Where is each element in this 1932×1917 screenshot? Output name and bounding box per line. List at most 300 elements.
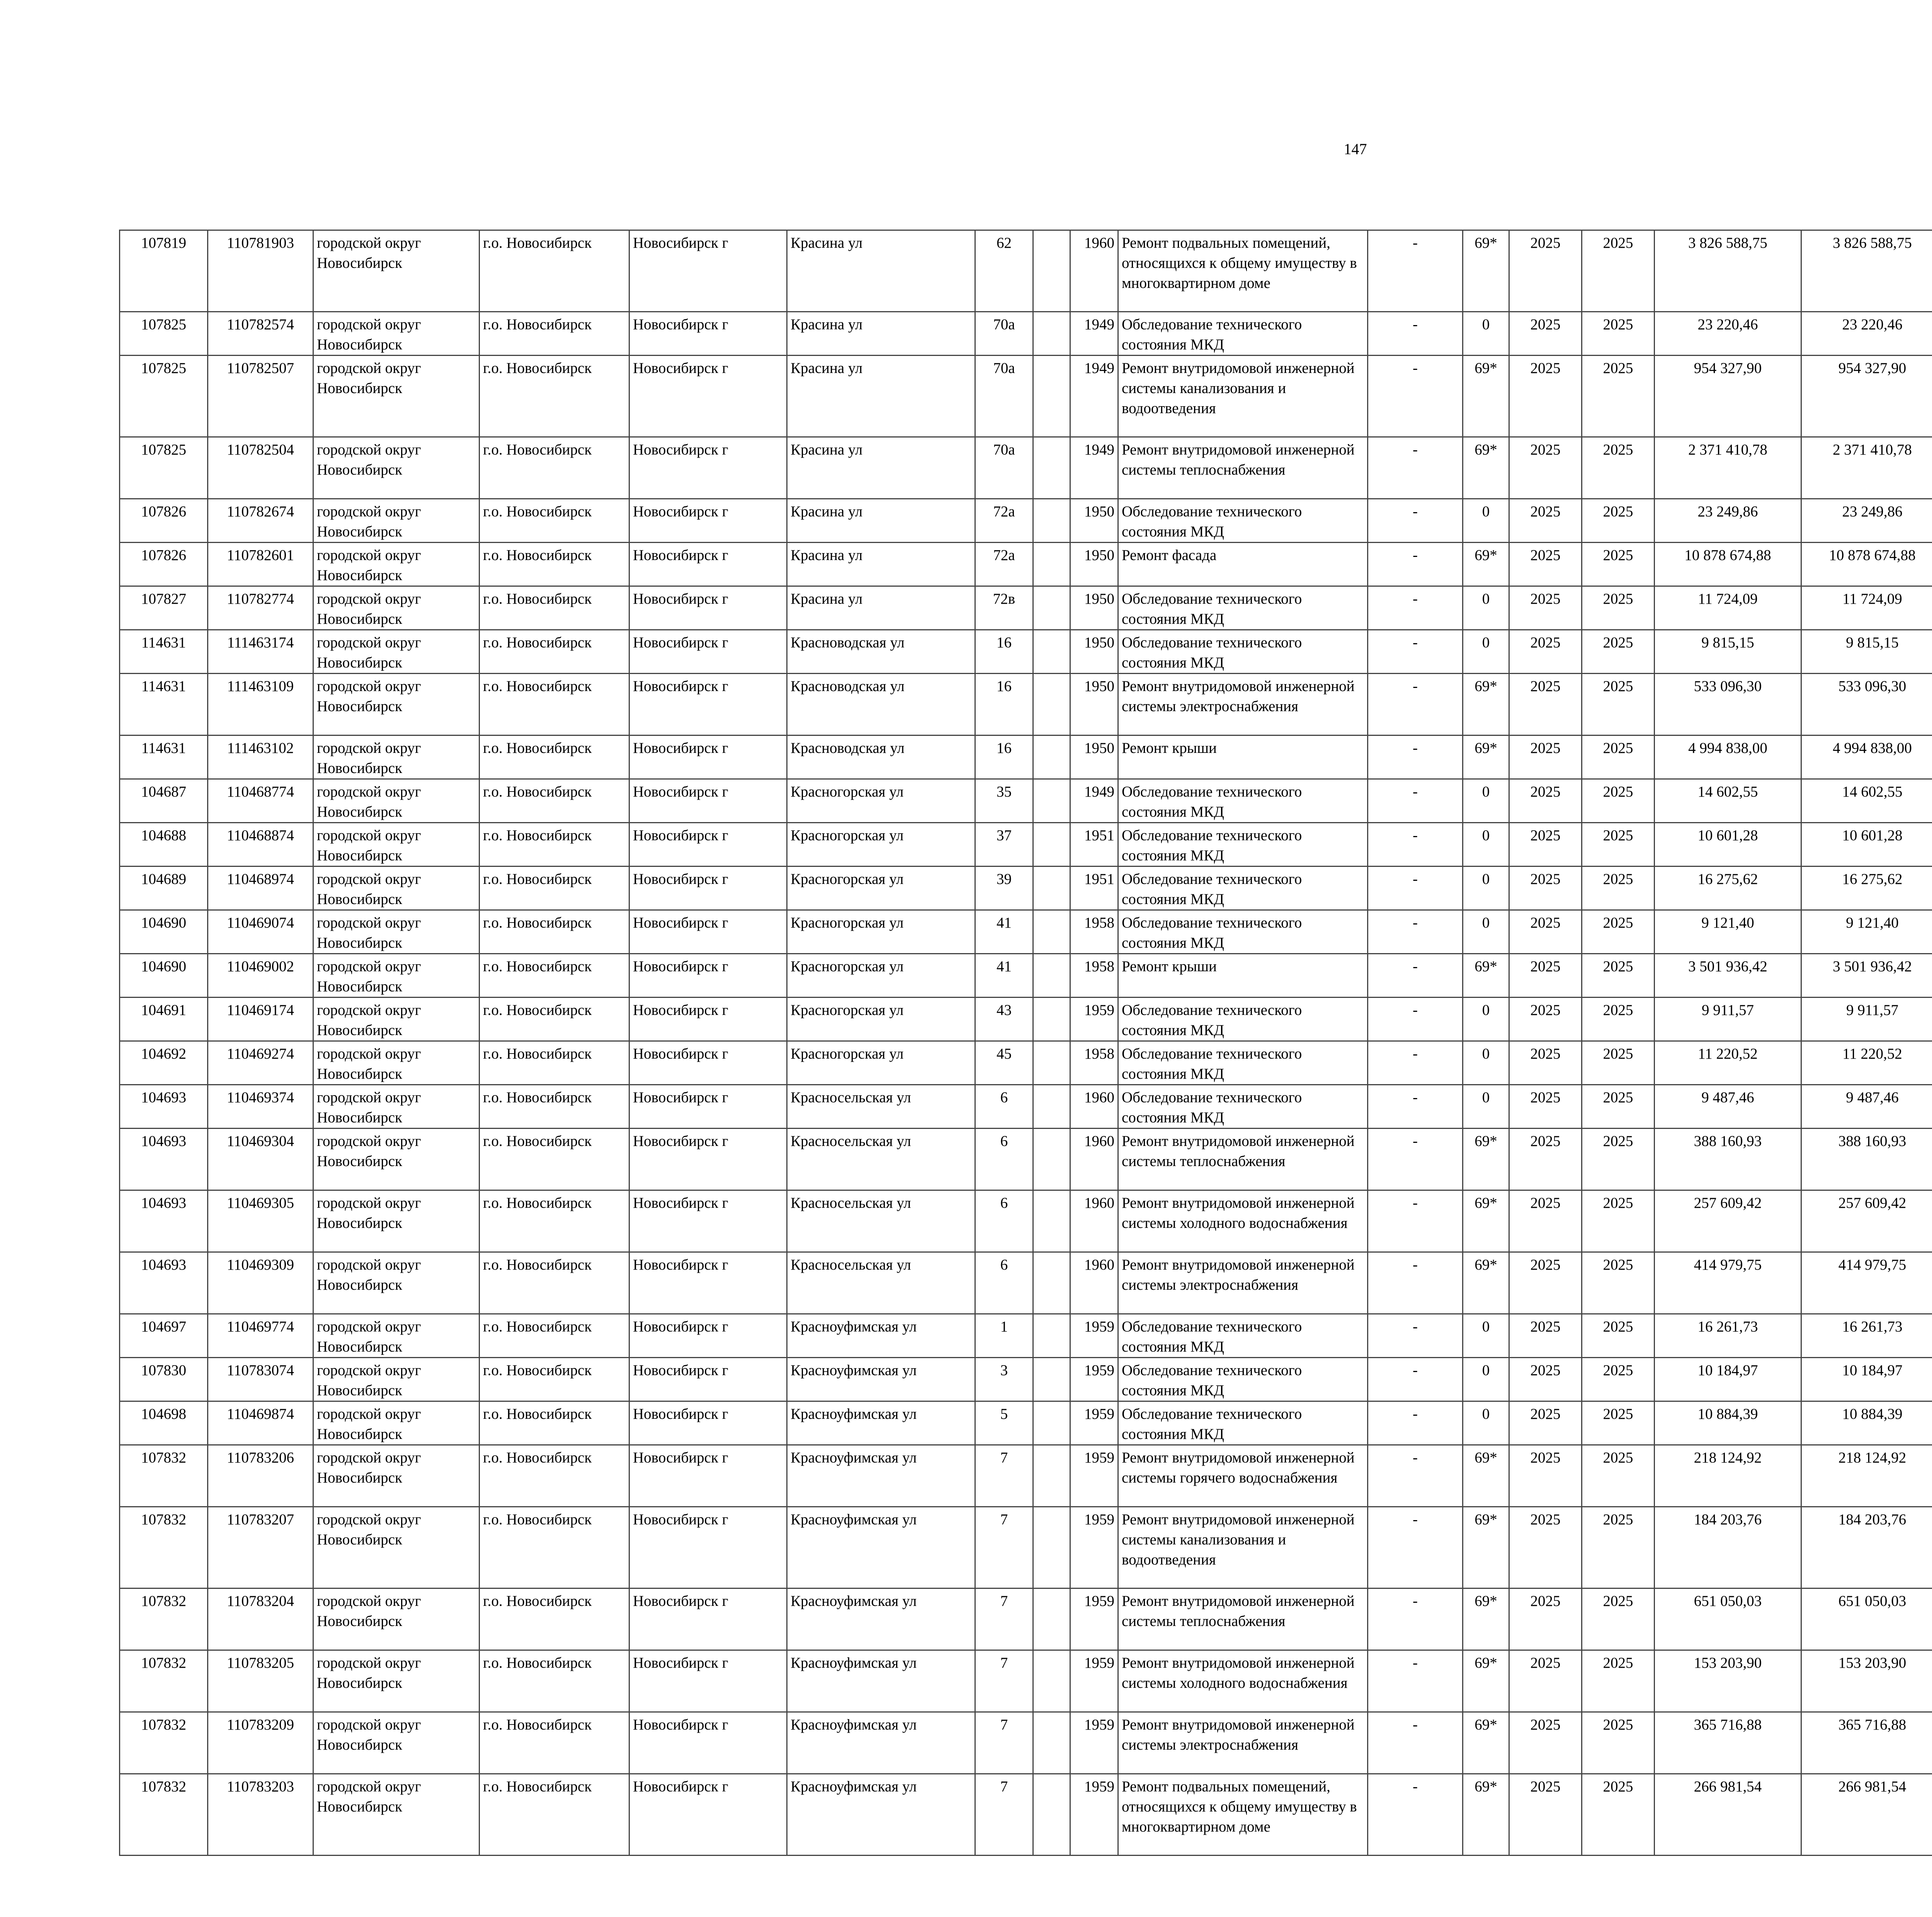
- building-cell: [1033, 1041, 1070, 1085]
- table-row: [120, 779, 1932, 823]
- building-cell: [1033, 1252, 1070, 1314]
- district-cell: г.о. Новосибирск: [480, 586, 629, 630]
- fund-cost-cell: 2 371 410,78: [1801, 437, 1932, 499]
- row-id: 104692: [120, 1041, 208, 1085]
- district-cell: г.о. Новосибирск: [480, 437, 629, 499]
- total-cost-cell: 365 716,88: [1655, 1712, 1801, 1774]
- building-cell: [1033, 230, 1070, 312]
- row-code: 111463102: [208, 735, 313, 779]
- district-cell: г.о. Новосибирск: [480, 1401, 629, 1445]
- end-year-cell: 2025: [1582, 735, 1655, 779]
- street-cell: Красноводская ул: [787, 735, 975, 779]
- start-year-cell: 2025: [1509, 1507, 1582, 1588]
- municipality-cell: городской округ Новосибирск: [313, 954, 480, 998]
- municipality-cell: городской округ Новосибирск: [313, 1774, 480, 1856]
- municipality-cell: городской округ Новосибирск: [313, 586, 480, 630]
- city-cell: Новосибирск г: [629, 1085, 787, 1129]
- end-year-cell: 2025: [1582, 543, 1655, 586]
- row-id: 104693: [120, 1252, 208, 1314]
- year-cell: 1959: [1070, 1314, 1118, 1358]
- total-cost-cell: 257 609,42: [1655, 1190, 1801, 1252]
- percent-cell: 69*: [1463, 356, 1509, 437]
- dash-cell: -: [1368, 630, 1463, 674]
- capital-repair-table: [119, 230, 1932, 1856]
- end-year-cell: 2025: [1582, 674, 1655, 735]
- building-cell: [1033, 1774, 1070, 1856]
- dash-cell: -: [1368, 1401, 1463, 1445]
- start-year-cell: 2025: [1509, 779, 1582, 823]
- municipality-cell: городской округ Новосибирск: [313, 779, 480, 823]
- fund-cost-cell: 9 911,57: [1801, 998, 1932, 1041]
- municipality-cell: городской округ Новосибирск: [313, 499, 480, 543]
- district-cell: г.о. Новосибирск: [480, 630, 629, 674]
- city-cell: Новосибирск г: [629, 910, 787, 954]
- total-cost-cell: 4 994 838,00: [1655, 735, 1801, 779]
- building-cell: [1033, 954, 1070, 998]
- city-cell: Новосибирск г: [629, 437, 787, 499]
- row-id: 104697: [120, 1314, 208, 1358]
- house-number-cell: 7: [975, 1445, 1033, 1507]
- district-cell: г.о. Новосибирск: [480, 823, 629, 867]
- dash-cell: -: [1368, 867, 1463, 910]
- building-cell: [1033, 910, 1070, 954]
- row-id: 107830: [120, 1358, 208, 1401]
- end-year-cell: 2025: [1582, 1314, 1655, 1358]
- percent-cell: 0: [1463, 586, 1509, 630]
- start-year-cell: 2025: [1509, 910, 1582, 954]
- end-year-cell: 2025: [1582, 499, 1655, 543]
- house-number-cell: 1: [975, 1314, 1033, 1358]
- row-id: 104690: [120, 954, 208, 998]
- start-year-cell: 2025: [1509, 1314, 1582, 1358]
- year-cell: 1960: [1070, 1085, 1118, 1129]
- house-number-cell: 45: [975, 1041, 1033, 1085]
- total-cost-cell: 9 911,57: [1655, 998, 1801, 1041]
- total-cost-cell: 184 203,76: [1655, 1507, 1801, 1588]
- municipality-cell: городской округ Новосибирск: [313, 1129, 480, 1190]
- row-id: 104693: [120, 1129, 208, 1190]
- building-cell: [1033, 1507, 1070, 1588]
- dash-cell: -: [1368, 1129, 1463, 1190]
- dash-cell: -: [1368, 499, 1463, 543]
- table-row: [120, 499, 1932, 543]
- fund-cost-cell: 16 261,73: [1801, 1314, 1932, 1358]
- row-code: 110468774: [208, 779, 313, 823]
- work-type-cell: Обследование технического состояния МКД: [1118, 499, 1368, 543]
- year-cell: 1951: [1070, 823, 1118, 867]
- row-id: 114631: [120, 630, 208, 674]
- fund-cost-cell: 16 275,62: [1801, 867, 1932, 910]
- city-cell: Новосибирск г: [629, 1314, 787, 1358]
- municipality-cell: городской округ Новосибирск: [313, 1445, 480, 1507]
- end-year-cell: 2025: [1582, 586, 1655, 630]
- building-cell: [1033, 1712, 1070, 1774]
- end-year-cell: 2025: [1582, 823, 1655, 867]
- fund-cost-cell: 9 487,46: [1801, 1085, 1932, 1129]
- district-cell: г.о. Новосибирск: [480, 230, 629, 312]
- row-id: 104698: [120, 1401, 208, 1445]
- work-type-cell: Обследование технического состояния МКД: [1118, 1358, 1368, 1401]
- fund-cost-cell: 23 249,86: [1801, 499, 1932, 543]
- year-cell: 1949: [1070, 312, 1118, 356]
- building-cell: [1033, 779, 1070, 823]
- year-cell: 1958: [1070, 910, 1118, 954]
- street-cell: Красноуфимская ул: [787, 1588, 975, 1650]
- city-cell: Новосибирск г: [629, 867, 787, 910]
- dash-cell: -: [1368, 356, 1463, 437]
- row-code: 110783205: [208, 1650, 313, 1712]
- row-code: 110782601: [208, 543, 313, 586]
- building-cell: [1033, 1358, 1070, 1401]
- year-cell: 1959: [1070, 1445, 1118, 1507]
- street-cell: Красноуфимская ул: [787, 1358, 975, 1401]
- house-number-cell: 72а: [975, 499, 1033, 543]
- district-cell: г.о. Новосибирск: [480, 1712, 629, 1774]
- year-cell: 1949: [1070, 779, 1118, 823]
- house-number-cell: 6: [975, 1129, 1033, 1190]
- street-cell: Красина ул: [787, 586, 975, 630]
- fund-cost-cell: 9 121,40: [1801, 910, 1932, 954]
- total-cost-cell: 533 096,30: [1655, 674, 1801, 735]
- start-year-cell: 2025: [1509, 1085, 1582, 1129]
- start-year-cell: 2025: [1509, 586, 1582, 630]
- row-code: 110783206: [208, 1445, 313, 1507]
- street-cell: Красносельская ул: [787, 1085, 975, 1129]
- total-cost-cell: 10 884,39: [1655, 1401, 1801, 1445]
- work-type-cell: Ремонт подвальных помещений, относящихся к общему имуществу в многоквартирном доме: [1118, 230, 1368, 312]
- table-row: [120, 1252, 1932, 1314]
- work-type-cell: Ремонт внутридомовой инженерной системы электроснабжения: [1118, 674, 1368, 735]
- dash-cell: -: [1368, 735, 1463, 779]
- percent-cell: 0: [1463, 823, 1509, 867]
- row-code: 110782504: [208, 437, 313, 499]
- start-year-cell: 2025: [1509, 630, 1582, 674]
- street-cell: Красногорская ул: [787, 1041, 975, 1085]
- municipality-cell: городской округ Новосибирск: [313, 1252, 480, 1314]
- work-type-cell: Ремонт крыши: [1118, 954, 1368, 998]
- year-cell: 1949: [1070, 356, 1118, 437]
- start-year-cell: 2025: [1509, 1129, 1582, 1190]
- total-cost-cell: 9 121,40: [1655, 910, 1801, 954]
- dash-cell: -: [1368, 674, 1463, 735]
- street-cell: Красноуфимская ул: [787, 1401, 975, 1445]
- end-year-cell: 2025: [1582, 1401, 1655, 1445]
- work-type-cell: Ремонт крыши: [1118, 735, 1368, 779]
- percent-cell: 0: [1463, 1085, 1509, 1129]
- street-cell: Красногорская ул: [787, 779, 975, 823]
- row-id: 107832: [120, 1650, 208, 1712]
- year-cell: 1959: [1070, 1401, 1118, 1445]
- municipality-cell: городской округ Новосибирск: [313, 1401, 480, 1445]
- dash-cell: -: [1368, 1650, 1463, 1712]
- dash-cell: -: [1368, 823, 1463, 867]
- district-cell: г.о. Новосибирск: [480, 674, 629, 735]
- municipality-cell: городской округ Новосибирск: [313, 437, 480, 499]
- city-cell: Новосибирск г: [629, 674, 787, 735]
- start-year-cell: 2025: [1509, 735, 1582, 779]
- dash-cell: -: [1368, 1085, 1463, 1129]
- table-row: [120, 1085, 1932, 1129]
- row-code: 110469774: [208, 1314, 313, 1358]
- total-cost-cell: 23 220,46: [1655, 312, 1801, 356]
- end-year-cell: 2025: [1582, 954, 1655, 998]
- page-number: 147: [1344, 140, 1367, 158]
- house-number-cell: 39: [975, 867, 1033, 910]
- total-cost-cell: 10 184,97: [1655, 1358, 1801, 1401]
- fund-cost-cell: 11 220,52: [1801, 1041, 1932, 1085]
- work-type-cell: Ремонт внутридомовой инженерной системы канализования и водоотведения: [1118, 356, 1368, 437]
- table-row: [120, 1041, 1932, 1085]
- work-type-cell: Ремонт внутридомовой инженерной системы электроснабжения: [1118, 1252, 1368, 1314]
- percent-cell: 0: [1463, 998, 1509, 1041]
- building-cell: [1033, 998, 1070, 1041]
- fund-cost-cell: 3 501 936,42: [1801, 954, 1932, 998]
- dash-cell: -: [1368, 437, 1463, 499]
- municipality-cell: городской округ Новосибирск: [313, 630, 480, 674]
- street-cell: Красноводская ул: [787, 674, 975, 735]
- street-cell: Красина ул: [787, 312, 975, 356]
- district-cell: г.о. Новосибирск: [480, 910, 629, 954]
- street-cell: Красногорская ул: [787, 998, 975, 1041]
- building-cell: [1033, 823, 1070, 867]
- house-number-cell: 7: [975, 1712, 1033, 1774]
- row-code: 110783204: [208, 1588, 313, 1650]
- total-cost-cell: 10 878 674,88: [1655, 543, 1801, 586]
- end-year-cell: 2025: [1582, 1252, 1655, 1314]
- district-cell: г.о. Новосибирск: [480, 735, 629, 779]
- building-cell: [1033, 1314, 1070, 1358]
- building-cell: [1033, 1445, 1070, 1507]
- row-id: 104687: [120, 779, 208, 823]
- dash-cell: -: [1368, 1041, 1463, 1085]
- fund-cost-cell: 10 184,97: [1801, 1358, 1932, 1401]
- percent-cell: 69*: [1463, 543, 1509, 586]
- fund-cost-cell: 365 716,88: [1801, 1712, 1932, 1774]
- work-type-cell: Ремонт внутридомовой инженерной системы электроснабжения: [1118, 1712, 1368, 1774]
- end-year-cell: 2025: [1582, 356, 1655, 437]
- row-id: 107825: [120, 312, 208, 356]
- row-id: 104690: [120, 910, 208, 954]
- building-cell: [1033, 356, 1070, 437]
- work-type-cell: Обследование технического состояния МКД: [1118, 1085, 1368, 1129]
- row-id: 107825: [120, 356, 208, 437]
- row-id: 107827: [120, 586, 208, 630]
- dash-cell: -: [1368, 998, 1463, 1041]
- building-cell: [1033, 867, 1070, 910]
- district-cell: г.о. Новосибирск: [480, 1314, 629, 1358]
- municipality-cell: городской округ Новосибирск: [313, 674, 480, 735]
- table-row: [120, 954, 1932, 998]
- start-year-cell: 2025: [1509, 867, 1582, 910]
- work-type-cell: Обследование технического состояния МКД: [1118, 910, 1368, 954]
- year-cell: 1949: [1070, 437, 1118, 499]
- street-cell: Красноуфимская ул: [787, 1507, 975, 1588]
- row-code: 110782507: [208, 356, 313, 437]
- city-cell: Новосибирск г: [629, 823, 787, 867]
- total-cost-cell: 10 601,28: [1655, 823, 1801, 867]
- district-cell: г.о. Новосибирск: [480, 1041, 629, 1085]
- end-year-cell: 2025: [1582, 1712, 1655, 1774]
- house-number-cell: 5: [975, 1401, 1033, 1445]
- row-id: 104693: [120, 1085, 208, 1129]
- total-cost-cell: 414 979,75: [1655, 1252, 1801, 1314]
- district-cell: г.о. Новосибирск: [480, 1650, 629, 1712]
- city-cell: Новосибирск г: [629, 543, 787, 586]
- row-id: 104693: [120, 1190, 208, 1252]
- percent-cell: 0: [1463, 910, 1509, 954]
- city-cell: Новосибирск г: [629, 630, 787, 674]
- row-id: 107819: [120, 230, 208, 312]
- row-code: 110469002: [208, 954, 313, 998]
- row-code: 110469304: [208, 1129, 313, 1190]
- street-cell: Красногорская ул: [787, 823, 975, 867]
- percent-cell: 0: [1463, 1314, 1509, 1358]
- start-year-cell: 2025: [1509, 230, 1582, 312]
- total-cost-cell: 153 203,90: [1655, 1650, 1801, 1712]
- work-type-cell: Обследование технического состояния МКД: [1118, 1041, 1368, 1085]
- house-number-cell: 16: [975, 735, 1033, 779]
- municipality-cell: городской округ Новосибирск: [313, 1588, 480, 1650]
- table-row: [120, 356, 1932, 437]
- total-cost-cell: 11 724,09: [1655, 586, 1801, 630]
- end-year-cell: 2025: [1582, 779, 1655, 823]
- end-year-cell: 2025: [1582, 1650, 1655, 1712]
- year-cell: 1950: [1070, 674, 1118, 735]
- municipality-cell: городской округ Новосибирск: [313, 1041, 480, 1085]
- end-year-cell: 2025: [1582, 1445, 1655, 1507]
- percent-cell: 69*: [1463, 230, 1509, 312]
- total-cost-cell: 266 981,54: [1655, 1774, 1801, 1856]
- table-row: [120, 1358, 1932, 1401]
- building-cell: [1033, 543, 1070, 586]
- district-cell: г.о. Новосибирск: [480, 1774, 629, 1856]
- start-year-cell: 2025: [1509, 356, 1582, 437]
- table-row: [120, 1401, 1932, 1445]
- work-type-cell: Ремонт подвальных помещений, относящихся к общему имуществу в многоквартирном доме: [1118, 1774, 1368, 1856]
- municipality-cell: городской округ Новосибирск: [313, 910, 480, 954]
- table-row: [120, 543, 1932, 586]
- total-cost-cell: 954 327,90: [1655, 356, 1801, 437]
- fund-cost-cell: 533 096,30: [1801, 674, 1932, 735]
- row-code: 111463174: [208, 630, 313, 674]
- table-row: [120, 735, 1932, 779]
- municipality-cell: городской округ Новосибирск: [313, 823, 480, 867]
- end-year-cell: 2025: [1582, 1085, 1655, 1129]
- fund-cost-cell: 388 160,93: [1801, 1129, 1932, 1190]
- work-type-cell: Обследование технического состояния МКД: [1118, 630, 1368, 674]
- start-year-cell: 2025: [1509, 1190, 1582, 1252]
- year-cell: 1959: [1070, 998, 1118, 1041]
- start-year-cell: 2025: [1509, 998, 1582, 1041]
- end-year-cell: 2025: [1582, 230, 1655, 312]
- city-cell: Новосибирск г: [629, 735, 787, 779]
- municipality-cell: городской округ Новосибирск: [313, 867, 480, 910]
- start-year-cell: 2025: [1509, 1041, 1582, 1085]
- dash-cell: -: [1368, 312, 1463, 356]
- row-code: 110782674: [208, 499, 313, 543]
- year-cell: 1958: [1070, 1041, 1118, 1085]
- city-cell: Новосибирск г: [629, 586, 787, 630]
- dash-cell: -: [1368, 1190, 1463, 1252]
- dash-cell: -: [1368, 1774, 1463, 1856]
- end-year-cell: 2025: [1582, 1129, 1655, 1190]
- start-year-cell: 2025: [1509, 1712, 1582, 1774]
- row-id: 114631: [120, 735, 208, 779]
- table-row: [120, 1314, 1932, 1358]
- total-cost-cell: 3 826 588,75: [1655, 230, 1801, 312]
- year-cell: 1959: [1070, 1507, 1118, 1588]
- street-cell: Красина ул: [787, 499, 975, 543]
- district-cell: г.о. Новосибирск: [480, 1358, 629, 1401]
- total-cost-cell: 3 501 936,42: [1655, 954, 1801, 998]
- percent-cell: 69*: [1463, 1712, 1509, 1774]
- city-cell: Новосибирск г: [629, 1650, 787, 1712]
- row-id: 104688: [120, 823, 208, 867]
- street-cell: Красноуфимская ул: [787, 1314, 975, 1358]
- street-cell: Красина ул: [787, 356, 975, 437]
- row-code: 110468874: [208, 823, 313, 867]
- percent-cell: 69*: [1463, 437, 1509, 499]
- house-number-cell: 7: [975, 1650, 1033, 1712]
- fund-cost-cell: 218 124,92: [1801, 1445, 1932, 1507]
- percent-cell: 0: [1463, 867, 1509, 910]
- work-type-cell: Обследование технического состояния МКД: [1118, 1314, 1368, 1358]
- year-cell: 1950: [1070, 630, 1118, 674]
- percent-cell: 69*: [1463, 954, 1509, 998]
- street-cell: Красина ул: [787, 543, 975, 586]
- municipality-cell: городской округ Новосибирск: [313, 735, 480, 779]
- street-cell: Красносельская ул: [787, 1252, 975, 1314]
- building-cell: [1033, 630, 1070, 674]
- city-cell: Новосибирск г: [629, 1129, 787, 1190]
- street-cell: Красина ул: [787, 230, 975, 312]
- street-cell: Красноводская ул: [787, 630, 975, 674]
- building-cell: [1033, 1085, 1070, 1129]
- table-row: [120, 867, 1932, 910]
- house-number-cell: 70а: [975, 312, 1033, 356]
- municipality-cell: городской округ Новосибирск: [313, 312, 480, 356]
- district-cell: г.о. Новосибирск: [480, 499, 629, 543]
- table-row: [120, 630, 1932, 674]
- dash-cell: -: [1368, 1314, 1463, 1358]
- percent-cell: 69*: [1463, 1252, 1509, 1314]
- work-type-cell: Ремонт внутридомовой инженерной системы теплоснабжения: [1118, 437, 1368, 499]
- percent-cell: 0: [1463, 630, 1509, 674]
- street-cell: Красноуфимская ул: [787, 1712, 975, 1774]
- dash-cell: -: [1368, 779, 1463, 823]
- street-cell: Красноуфимская ул: [787, 1774, 975, 1856]
- house-number-cell: 6: [975, 1190, 1033, 1252]
- street-cell: Красноуфимская ул: [787, 1650, 975, 1712]
- total-cost-cell: 16 275,62: [1655, 867, 1801, 910]
- start-year-cell: 2025: [1509, 312, 1582, 356]
- row-code: 110469309: [208, 1252, 313, 1314]
- start-year-cell: 2025: [1509, 1252, 1582, 1314]
- start-year-cell: 2025: [1509, 543, 1582, 586]
- dash-cell: -: [1368, 1445, 1463, 1507]
- percent-cell: 0: [1463, 779, 1509, 823]
- start-year-cell: 2025: [1509, 1401, 1582, 1445]
- table-row: [120, 1774, 1932, 1856]
- city-cell: Новосибирск г: [629, 1041, 787, 1085]
- fund-cost-cell: 10 878 674,88: [1801, 543, 1932, 586]
- work-type-cell: Ремонт внутридомовой инженерной системы холодного водоснабжения: [1118, 1190, 1368, 1252]
- end-year-cell: 2025: [1582, 867, 1655, 910]
- fund-cost-cell: 266 981,54: [1801, 1774, 1932, 1856]
- municipality-cell: городской округ Новосибирск: [313, 1190, 480, 1252]
- house-number-cell: 7: [975, 1588, 1033, 1650]
- fund-cost-cell: 954 327,90: [1801, 356, 1932, 437]
